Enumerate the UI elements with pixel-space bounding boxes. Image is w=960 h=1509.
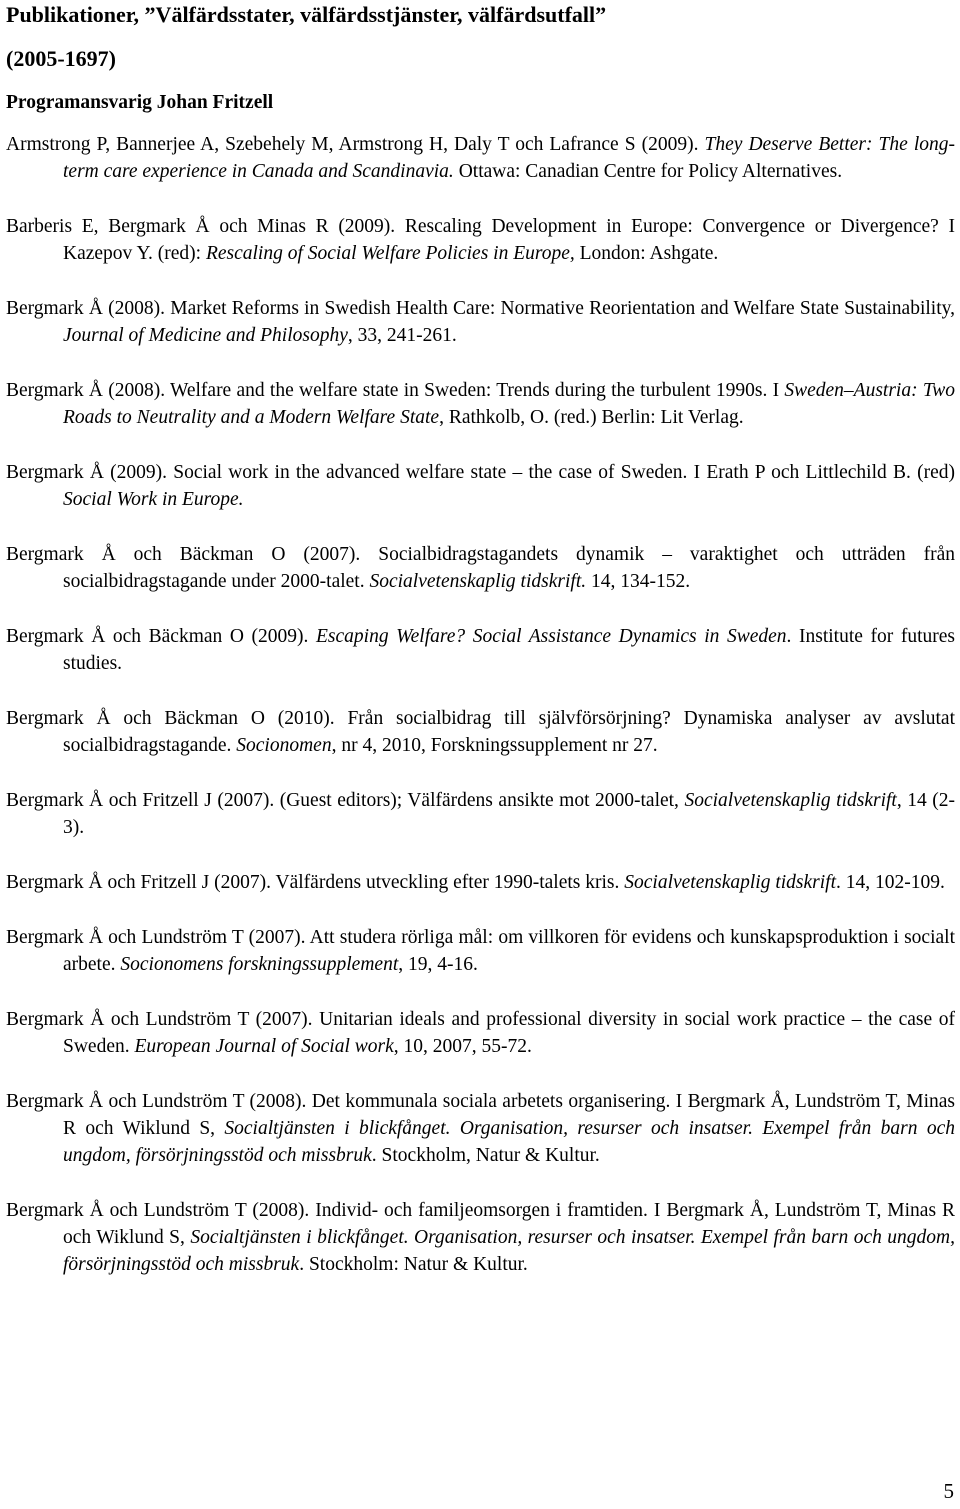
reference-text: , 14 (2-3).: [63, 790, 955, 838]
reference-item: [0, 377, 960, 431]
reference-text: Barberis E, Bergmark Å och Minas R (2009). Rescaling Development in Europe: Convergence or Divergence? I Kazepov Y. (red):: [6, 216, 955, 264]
reference-italic-title: European Journal of Social work: [134, 1036, 394, 1057]
reference-text: . Stockholm, Natur & Kultur.: [371, 1145, 600, 1166]
title-line-1: Publikationer, ”Välfärdsstater, välfärdsstjänster, välfärdsutfall”: [6, 2, 607, 27]
reference-text: 14, 134-152.: [586, 571, 691, 592]
reference-text: , 33, 241-261.: [347, 325, 457, 346]
reference-item: [0, 131, 960, 185]
reference-item: [0, 869, 960, 896]
reference-italic-title: Socionomens forskningssupplement: [120, 954, 399, 975]
reference-text: Bergmark Å och Bäckman O (2009).: [6, 626, 317, 647]
reference-item: [0, 459, 960, 513]
reference-item: [0, 213, 960, 267]
reference-italic-title: They Deserve Better: The long-term care experience in Canada and Scandinavia.: [63, 134, 955, 182]
reference-italic-title: Socialvetenskaplig tidskrift: [624, 872, 836, 893]
document-title: [6, 0, 606, 74]
reference-item: [0, 1197, 960, 1278]
reference-text: Bergmark Å och Lundström T (2007). Att studera rörliga mål: om villkoren för evidens och kunskapsproduktion i socialt arbete.: [6, 927, 955, 975]
reference-item: [0, 295, 960, 349]
reference-text: London: Ashgate.: [574, 243, 719, 264]
reference-italic-title: Social Work in Europe.: [63, 489, 244, 510]
reference-text: , 10, 2007, 55-72.: [393, 1036, 532, 1057]
reference-item: [0, 705, 960, 759]
reference-text: Ottawa: Canadian Centre for Policy Alternatives.: [453, 161, 843, 182]
reference-italic-title: Escaping Welfare? Social Assistance Dynamics in Sweden: [316, 626, 787, 647]
reference-text: Bergmark Å (2008). Welfare and the welfare state in Sweden: Trends during the turbulent 1990s. I: [6, 380, 785, 401]
reference-item: [0, 1088, 960, 1169]
reference-text: . Stockholm: Natur & Kultur.: [299, 1254, 528, 1275]
reference-text: Bergmark Å och Lundström T (2008). Det kommunala sociala arbetets organisering. I Bergmark Å, Lundström T, Minas R och Wiklund S,: [6, 1091, 955, 1139]
reference-text: Bergmark Å (2008). Market Reforms in Swedish Health Care: Normative Reorientation and Welfare State Sustainability,: [6, 298, 955, 319]
reference-italic-title: Socialvetenskaplig tidskrift.: [369, 571, 587, 592]
reference-text: . Institute for futures studies.: [63, 626, 955, 674]
reference-text: . 14, 102-109.: [836, 872, 945, 893]
reference-italic-title: Socialtjänsten i blickfånget. Organisation, resurser och insatser. Exempel från barn och ungdom, försörjningsstöd och missbruk: [63, 1227, 955, 1275]
reference-text: Bergmark Å (2009). Social work in the advanced welfare state – the case of Sweden. I Erath P och Littlechild B. (red): [6, 462, 955, 483]
reference-text: , nr 4, 2010, Forskningssupplement nr 27.: [331, 735, 658, 756]
reference-italic-title: Socionomen: [236, 735, 332, 756]
reference-list: [0, 131, 960, 1306]
reference-item: [0, 1006, 960, 1060]
reference-text: , 19, 4-16.: [398, 954, 478, 975]
reference-item: [0, 623, 960, 677]
reference-text: Bergmark Å och Fritzell J (2007). (Guest editors); Välfärdens ansikte mot 2000-talet,: [6, 790, 685, 811]
reference-italic-title: Rescaling of Social Welfare Policies in Europe,: [205, 243, 575, 264]
page-number: 5: [943, 1479, 954, 1503]
reference-text: Bergmark Å och Lundström T (2008). Individ- och familjeomsorgen i framtiden. I Bergmark Å, Lundström T, Minas R och Wiklund S,: [6, 1200, 955, 1248]
reference-item: [0, 541, 960, 595]
program-lead: Programansvarig Johan Fritzell: [6, 92, 274, 113]
reference-text: Bergmark Å och Fritzell J (2007). Välfärdens utveckling efter 1990-talets kris.: [6, 872, 625, 893]
reference-italic-title: Journal of Medicine and Philosophy: [63, 325, 348, 346]
reference-item: [0, 924, 960, 978]
reference-italic-title: Sweden–Austria: Two Roads to Neutrality and a Modern Welfare State: [63, 380, 955, 428]
reference-text: Bergmark Å och Lundström T (2007). Unitarian ideals and professional diversity in social work practice – the case of Sweden.: [6, 1009, 955, 1057]
reference-text: Bergmark Å och Bäckman O (2010). Från socialbidrag till självförsörjning? Dynamiska analyser av avslutat socialbidragstagande.: [6, 708, 955, 756]
reference-text: , Rathkolb, O. (red.) Berlin: Lit Verlag.: [439, 407, 744, 428]
reference-text: Armstrong P, Bannerjee A, Szebehely M, Armstrong H, Daly T och Lafrance S (2009).: [6, 134, 705, 155]
reference-text: Bergmark Å och Bäckman O (2007). Socialbidragstagandets dynamik – varaktighet och utträden från socialbidragstagande under 2000-talet.: [6, 544, 955, 592]
reference-item: [0, 787, 960, 841]
title-line-2: (2005-1697): [6, 46, 116, 71]
reference-italic-title: Socialvetenskaplig tidskrift: [684, 790, 897, 811]
reference-italic-title: Socialtjänsten i blickfånget. Organisation, resurser och insatser. Exempel från barn och ungdom, försörjningsstöd och missbruk: [63, 1118, 955, 1166]
